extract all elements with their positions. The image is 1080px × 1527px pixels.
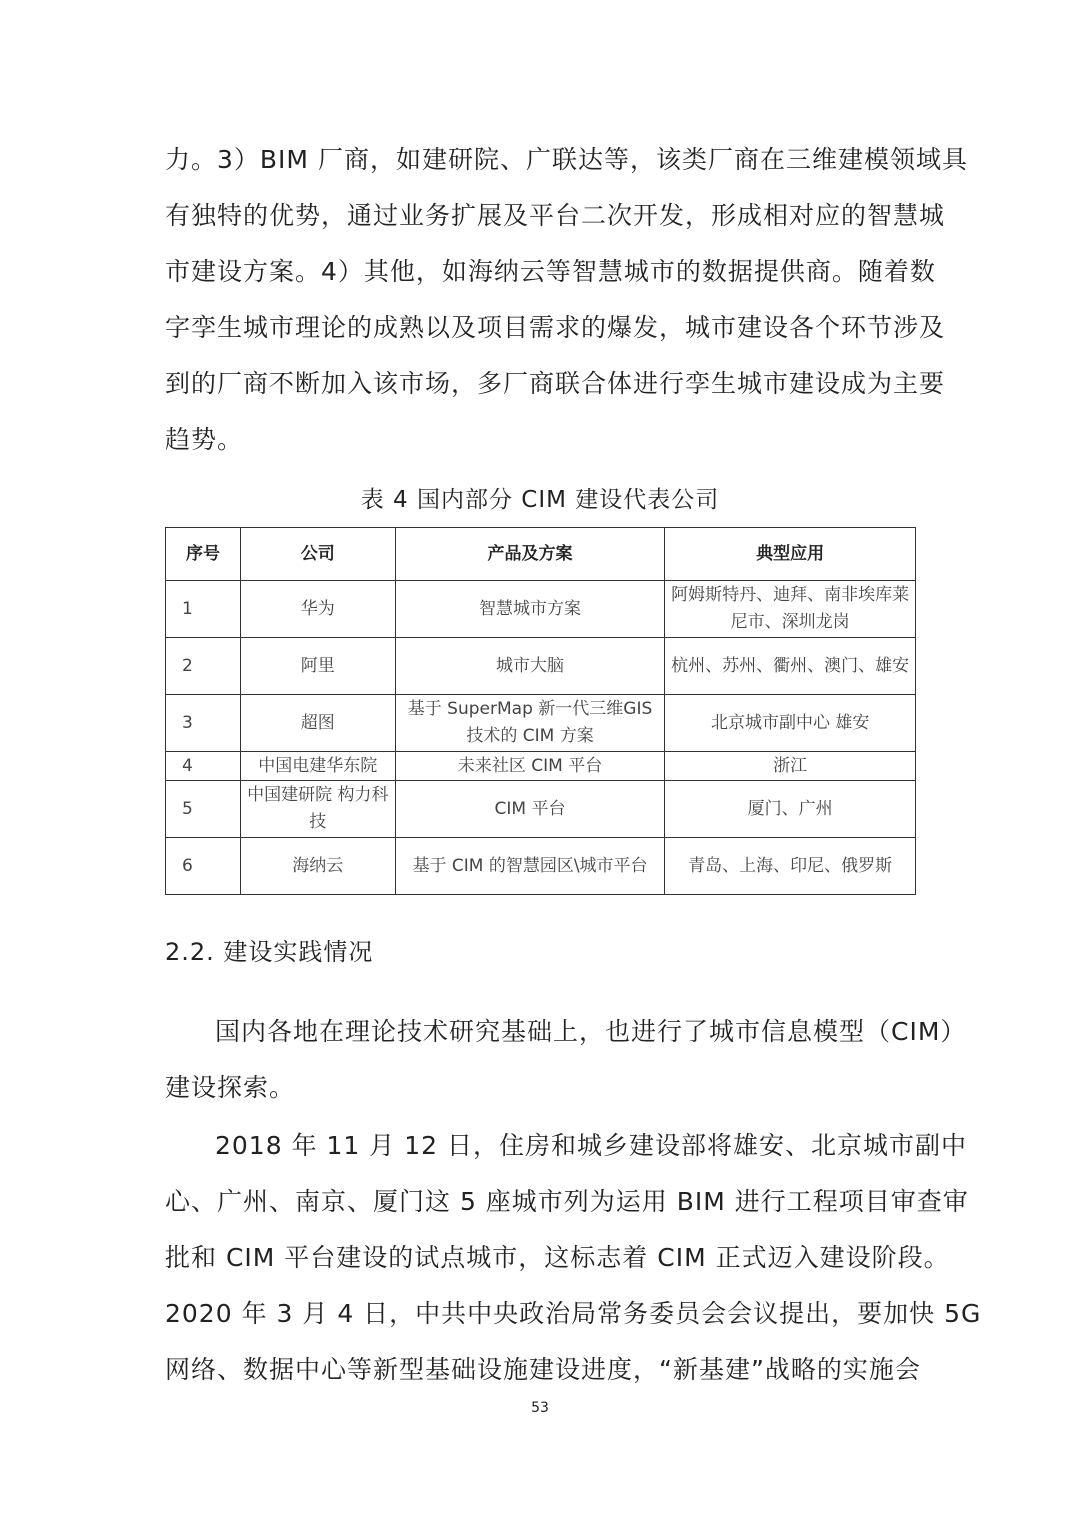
text-line: 2020 年 3 月 4 日，中共中央政治局常务委员会会议提出，要加快 5G bbox=[165, 1299, 982, 1328]
cell-product: 基于 SuperMap 新一代三维GIS 技术的 CIM 方案 bbox=[395, 695, 665, 752]
cell-application: 青岛、上海、印尼、俄罗斯 bbox=[665, 838, 916, 895]
text-line: 建设探索。 bbox=[165, 1073, 296, 1102]
cell-company: 海纳云 bbox=[240, 838, 395, 895]
text-line: 有独特的优势，通过业务扩展及平台二次开发，形成相对应的智慧城 bbox=[165, 201, 946, 230]
cell-application: 阿姆斯特丹、迪拜、南非埃库莱尼市、深圳龙岗 bbox=[665, 581, 916, 638]
table-row bbox=[166, 781, 916, 838]
cell-product: 城市大脑 bbox=[395, 638, 665, 695]
table-row bbox=[166, 752, 916, 781]
cell-product: 基于 CIM 的智慧园区\城市平台 bbox=[395, 838, 665, 895]
cim-companies-table bbox=[165, 527, 916, 895]
cell-no: 3 bbox=[166, 695, 241, 752]
cell-application: 北京城市副中心 雄安 bbox=[665, 695, 916, 752]
cell-no: 2 bbox=[166, 638, 241, 695]
cell-company: 中国电建华东院 bbox=[240, 752, 395, 781]
table-row bbox=[166, 638, 916, 695]
cell-company: 华为 bbox=[240, 581, 395, 638]
cell-no: 5 bbox=[166, 781, 241, 838]
cell-company: 阿里 bbox=[240, 638, 395, 695]
cell-no: 1 bbox=[166, 581, 241, 638]
text-line: 网络、数据中心等新型基础设施建设进度，“新基建”战略的实施会 bbox=[165, 1355, 921, 1384]
cell-product: CIM 平台 bbox=[395, 781, 665, 838]
text-line: 到的厂商不断加入该市场，多厂商联合体进行孪生城市建设成为主要 bbox=[165, 369, 946, 398]
header-no: 序号 bbox=[166, 528, 241, 581]
cell-application: 浙江 bbox=[665, 752, 916, 781]
table-row bbox=[166, 581, 916, 638]
header-application: 典型应用 bbox=[665, 528, 916, 581]
table-row bbox=[166, 695, 916, 752]
header-company: 公司 bbox=[240, 528, 395, 581]
cell-product: 智慧城市方案 bbox=[395, 581, 665, 638]
table-header-row bbox=[166, 528, 916, 581]
cell-no: 6 bbox=[166, 838, 241, 895]
page-number: 53 bbox=[531, 1400, 549, 1416]
header-product: 产品及方案 bbox=[395, 528, 665, 581]
cell-application: 厦门、广州 bbox=[665, 781, 916, 838]
table-caption: 表 4 国内部分 CIM 建设代表公司 bbox=[360, 487, 720, 513]
text-line: 趋势。 bbox=[165, 425, 244, 454]
text-line: 市建设方案。4）其他，如海纳云等智慧城市的数据提供商。随着数 bbox=[165, 257, 936, 286]
text-line: 2018 年 11 月 12 日，住房和城乡建设部将雄安、北京城市副中 bbox=[215, 1131, 967, 1160]
cell-company: 超图 bbox=[240, 695, 395, 752]
section-heading: 2.2. 建设实践情况 bbox=[165, 938, 374, 966]
table-row bbox=[166, 838, 916, 895]
cell-company: 中国建研院 构力科技 bbox=[240, 781, 395, 838]
text-line: 批和 CIM 平台建设的试点城市，这标志着 CIM 正式迈入建设阶段。 bbox=[165, 1243, 950, 1272]
text-line: 国内各地在理论技术研究基础上，也进行了城市信息模型（CIM） bbox=[215, 1017, 967, 1046]
cell-no: 4 bbox=[166, 752, 241, 781]
text-line: 字孪生城市理论的成熟以及项目需求的爆发，城市建设各个环节涉及 bbox=[165, 313, 946, 342]
cell-application: 杭州、苏州、衢州、澳门、雄安 bbox=[665, 638, 916, 695]
text-line: 力。3）BIM 厂商，如建研院、广联达等，该类厂商在三维建模领域具 bbox=[165, 145, 968, 174]
text-line: 心、广州、南京、厦门这 5 座城市列为运用 BIM 进行工程项目审查审 bbox=[165, 1187, 969, 1216]
cell-product: 未来社区 CIM 平台 bbox=[395, 752, 665, 781]
